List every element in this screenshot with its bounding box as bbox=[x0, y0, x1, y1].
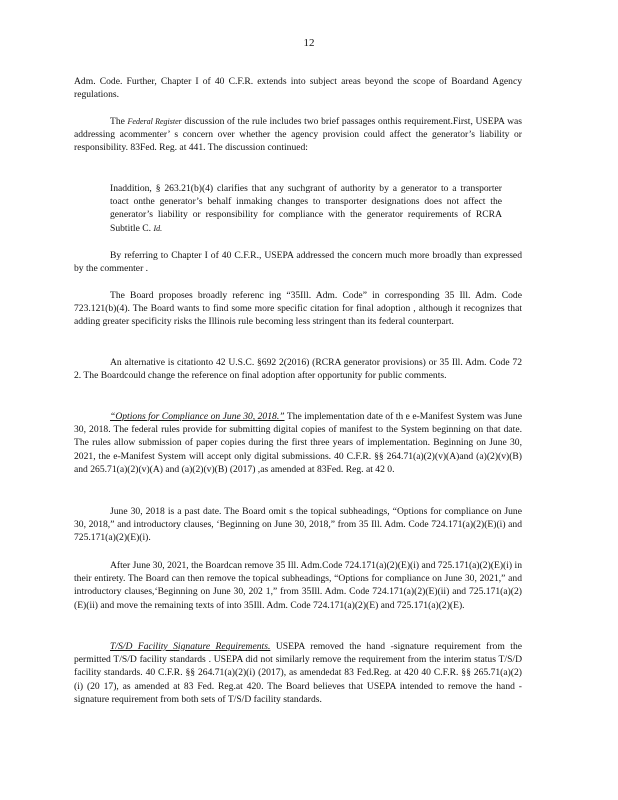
fr-discussion: discussion of the rule includes two brief passages onthis bbox=[181, 116, 402, 127]
page-number: 12 bbox=[303, 37, 315, 49]
chapter-reference-text: By referring to Chapter I of 40 C.F.R., USEPA addressed the concern much more broadly than expressed by the commenter . bbox=[74, 250, 522, 275]
fr-body: requirement.First, USEPA was addressing acommenter’ s concern over whether the agency provision could affect the generator’s liability or responsibility. 83Fed. Reg. at 441. The discussion continued: bbox=[74, 116, 522, 154]
block-quote bbox=[110, 182, 502, 235]
federal-register-title: Federal Register bbox=[127, 117, 182, 126]
block-quote-text: Inaddition, § 263.21(b)(4) clarifies that any suchgrant of authority by a generator to a transporter toact onthe generator’s behalf inmaking changes to transporter designations does not affect the generator’s liability or responsibility for compliance with the generator requirements of RCRA Subtitle C. bbox=[110, 183, 502, 234]
after-2021-text: After June 30, 2021, the Boardcan remove 35 Ill. Adm.Code 724.171(a)(2)(E)(i) and 725.171(a)(2)(E)(i) in their entirety. The Board can then remove the topical subheadings, “Options for compliance on June 30, 2021,” and introductory clauses,‘Beginning on June 30, 202 1,” from 35Ill. Adm. Code 724.171(a)(2)(E)(ii) and 725.171(a)(2)(E)(ii) and move the remaining texts of into 35Ill. Adm. Code 724.171(a)(2)(E) and 725.171(a)(2)(E). bbox=[74, 560, 522, 611]
fr-prefix: The bbox=[110, 116, 128, 127]
paragraph-e-manifest bbox=[74, 410, 522, 476]
tsd-heading: T/S/D Facility Signature Requirements. bbox=[110, 641, 271, 652]
past-date-text: June 30, 2018 is a past date. The Board omit s the topical subheadings, “Options for compliance on June 30, 2018,” and introductory clauses, ‘Beginning on June 30, 2018,” from 35 Ill. Adm. Code 724.171(a)(2)(E)(i) and 725.171(a)(2)(E)(i). bbox=[74, 506, 522, 544]
paragraph-tsd-signature bbox=[74, 640, 522, 706]
paragraph-chapter-reference bbox=[74, 249, 522, 275]
board-proposes-text: The Board proposes broadly referenc ing “35Ill. Adm. Code” in corresponding 35 Ill. Adm. Code 723.121(b)(4). The Board wants to find some more specific citation for final adoption , although it recognizes that adding greater specificity risks the Illinois rule becoming less stringent than its federal counterpart. bbox=[74, 290, 522, 328]
tsd-text: USEPA removed the hand -signature requirement from the permitted T/S/D facility standards . USEPA did not similarly remove the requirement from the interim status T/S/D facility standards. 40 C.F.R. §§ 264.71(a)(2)(i) (2017), as amendedat 83 Fed.Reg. at 420 40 C.F.R. §§ 265.71(a)(2)(i) (20 17), as amended at 83 Fed. Reg.at 420. The Board believes that USEPA intended to remove the hand -signature requirement from both sets of T/S/D facility standards. bbox=[74, 641, 522, 705]
paragraph-alternative bbox=[74, 356, 522, 382]
paragraph-federal-register bbox=[74, 115, 522, 155]
paragraph-past-date bbox=[74, 505, 522, 545]
options-heading: “Options for Compliance on June 30, 2018.” bbox=[110, 411, 285, 422]
paragraph-after-2021 bbox=[74, 559, 522, 612]
e-manifest-text: The implementation date of th e e-Manifest System was June 30, 2018. The federal rules provide for submitting digital copies of manifest to the System beginning on that date. The rules allow submission of paper copies during the first three years of implementation. Beginning on June 30, 2021, the e-Manifest System will accept only digital submissions. 40 C.F.R. §§ 264.71(a)(2)(v)(A)and (a)(2)(v)(B) and 265.71(a)(2)(v)(A) and (a)(2)(v)(B) (2017) ,as amended at 83Fed. Reg. at 42 0. bbox=[74, 411, 522, 475]
id-cite: Id. bbox=[153, 223, 163, 233]
paragraph-board-proposes bbox=[74, 289, 522, 329]
paragraph-chapter-scope: Adm. Code. Further, Chapter I of 40 C.F.R. extends into subject areas beyond the scope of Boardand Agency regulations. bbox=[74, 76, 522, 101]
alternative-text: An alternative is citationto 42 U.S.C. §692 2(2016) (RCRA generator provisions) or 35 Ill. Adm. Code 72 2. The Boardcould change the reference on final adoption after opportunity for public comments. bbox=[74, 357, 522, 382]
